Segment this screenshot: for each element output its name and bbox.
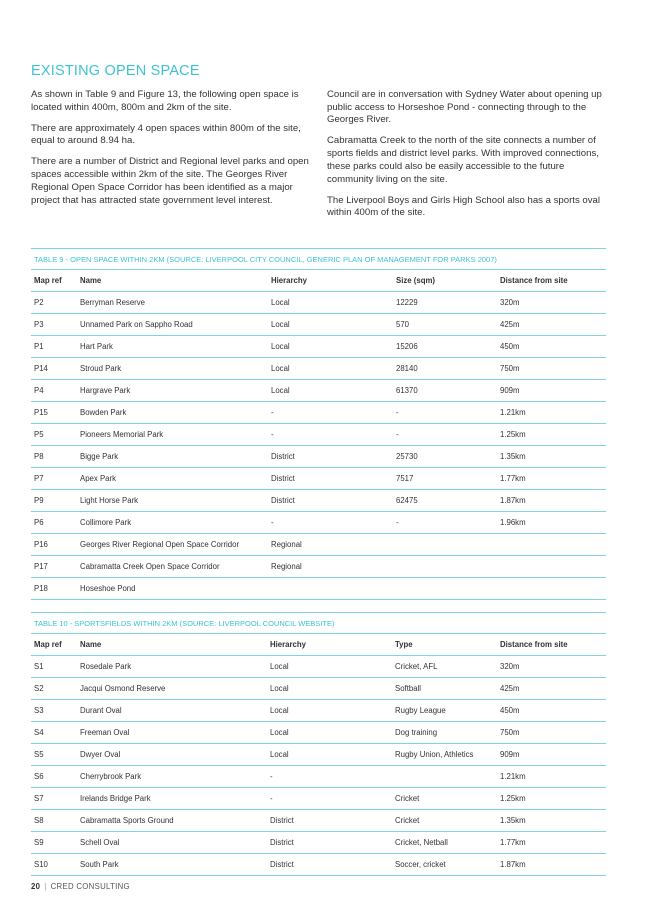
table-cell: 7517 [393, 468, 497, 490]
paragraph: There are approximately 4 open spaces within 800m of the site, equal to around 8.94 ha. [31, 122, 301, 147]
table-cell: District [267, 810, 392, 832]
table-title-row [31, 249, 606, 270]
table-cell: 1.77km [497, 832, 606, 854]
table-row [31, 402, 606, 424]
table-cell: District [268, 490, 393, 512]
table-cell: 62475 [393, 490, 497, 512]
table-cell: Collimore Park [77, 512, 268, 534]
table-cell: Rugby League [392, 700, 497, 722]
table-cell: Cricket, Netball [392, 832, 497, 854]
table-cell: P2 [31, 292, 77, 314]
table-cell: Hargrave Park [77, 380, 268, 402]
table-cell: 1.35km [497, 810, 606, 832]
table-cell: 320m [497, 656, 606, 678]
table-cell: Cabramatta Sports Ground [77, 810, 267, 832]
table-row [31, 314, 606, 336]
table-row [31, 534, 606, 556]
right-column [327, 89, 607, 228]
table-row [31, 556, 606, 578]
column-header: Distance from site [497, 270, 606, 292]
table-row [31, 832, 606, 854]
table-row [31, 854, 606, 876]
table-cell: S6 [31, 766, 77, 788]
column-header: Type [392, 634, 497, 656]
table-cell: Hoseshoe Pond [77, 578, 268, 600]
table-cell: 750m [497, 358, 606, 380]
table-cell: S10 [31, 854, 77, 876]
table-cell: 450m [497, 336, 606, 358]
table-cell: Local [267, 678, 392, 700]
table-cell: S8 [31, 810, 77, 832]
table-cell [393, 534, 497, 556]
table-cell: - [267, 788, 392, 810]
table-cell: Durant Oval [77, 700, 267, 722]
table-cell: P9 [31, 490, 77, 512]
table-cell: Freeman Oval [77, 722, 267, 744]
table-cell: P6 [31, 512, 77, 534]
table-cell: Hart Park [77, 336, 268, 358]
table-cell: 425m [497, 314, 606, 336]
table-cell: 1.21km [497, 766, 606, 788]
table-cell: District [267, 854, 392, 876]
table-cell: Jacqui Osmond Reserve [77, 678, 267, 700]
table-title: TABLE 9 - OPEN SPACE WITHIN 2KM (SOURCE: LIVERPOOL CITY COUNCIL, GENERIC PLAN OF MANAGEMENT FOR PARKS 2007) [31, 249, 606, 270]
column-header: Map ref [31, 634, 77, 656]
table-cell: P3 [31, 314, 77, 336]
table-cell: P18 [31, 578, 77, 600]
table-row [31, 788, 606, 810]
paragraph: There are a number of District and Regional level parks and open spaces accessible within 2km of the site. The Georges River Regional Open Space Corridor has been identified as a major project that has attracted state government level interest. [31, 156, 309, 206]
table-cell: S2 [31, 678, 77, 700]
table-cell: Local [267, 700, 392, 722]
table-cell: 61370 [393, 380, 497, 402]
table-cell: 320m [497, 292, 606, 314]
table-cell: Schell Oval [77, 832, 267, 854]
table-cell: Softball [392, 678, 497, 700]
table-cell [392, 766, 497, 788]
table-header-row [31, 270, 606, 292]
table-cell: - [267, 766, 392, 788]
table-cell: 1.77km [497, 468, 606, 490]
footer-label: CRED CONSULTING [50, 882, 130, 891]
table-cell: 12229 [393, 292, 497, 314]
table-cell: - [393, 402, 497, 424]
table-cell: - [393, 424, 497, 446]
table-cell [393, 578, 497, 600]
table-cell: - [393, 512, 497, 534]
section-heading: EXISTING OPEN SPACE [31, 63, 200, 79]
table-cell [268, 578, 393, 600]
table-row [31, 722, 606, 744]
table-cell: Bowden Park [77, 402, 268, 424]
table-cell: - [268, 424, 393, 446]
table-cell: Cabramatta Creek Open Space Corridor [77, 556, 268, 578]
column-header: Size (sqm) [393, 270, 497, 292]
table-cell: Soccer, cricket [392, 854, 497, 876]
column-header: Hierarchy [268, 270, 393, 292]
table-cell: Rugby Union, Athletics [392, 744, 497, 766]
table-cell: P14 [31, 358, 77, 380]
table-cell: Local [268, 292, 393, 314]
table-cell: P4 [31, 380, 77, 402]
table-row [31, 810, 606, 832]
table-cell: Local [267, 656, 392, 678]
table-row [31, 336, 606, 358]
column-header: Hierarchy [267, 634, 392, 656]
table-cell: South Park [77, 854, 267, 876]
table-cell: Dog training [392, 722, 497, 744]
table-row [31, 656, 606, 678]
table-cell: P16 [31, 534, 77, 556]
table-cell: - [268, 512, 393, 534]
table-row [31, 744, 606, 766]
table-header-row [31, 634, 606, 656]
table-cell: - [268, 402, 393, 424]
paragraph: As shown in Table 9 and Figure 13, the following open space is located within 400m, 800m and 2km of the site. [31, 89, 299, 113]
table-cell: 1.25km [497, 788, 606, 810]
table-cell: Cricket [392, 810, 497, 832]
table-cell: District [268, 446, 393, 468]
table-cell [497, 556, 606, 578]
table-cell: Georges River Regional Open Space Corridor [77, 534, 268, 556]
table-cell: District [267, 832, 392, 854]
table-cell: Local [268, 336, 393, 358]
table-cell: Irelands Bridge Park [77, 788, 267, 810]
table-title-row [31, 613, 606, 634]
table-cell: P7 [31, 468, 77, 490]
table-cell: P5 [31, 424, 77, 446]
table-cell: District [268, 468, 393, 490]
table-cell: 1.35km [497, 446, 606, 468]
left-column [31, 89, 311, 216]
table-row [31, 292, 606, 314]
table-row [31, 766, 606, 788]
table-cell: 1.87km [497, 854, 606, 876]
table-cell: S5 [31, 744, 77, 766]
table-cell: Berryman Reserve [77, 292, 268, 314]
table-cell: S1 [31, 656, 77, 678]
table-row [31, 446, 606, 468]
paragraph: Council are in conversation with Sydney Water about opening up public access to Horseshoe Pond - connecting through to the Georges River. [327, 89, 602, 126]
table-cell: 25730 [393, 446, 497, 468]
column-header: Name [77, 634, 267, 656]
page-footer [31, 882, 130, 891]
table-cell: 15206 [393, 336, 497, 358]
table-cell: Cricket [392, 788, 497, 810]
table-cell: Bigge Park [77, 446, 268, 468]
table-cell: Apex Park [77, 468, 268, 490]
table-row [31, 700, 606, 722]
table-cell: P8 [31, 446, 77, 468]
table-cell: Regional [268, 534, 393, 556]
table-title: TABLE 10 - SPORTSFIELDS WITHIN 2KM (SOURCE: LIVERPOOL COUNCIL WEBSITE) [31, 613, 606, 634]
column-header: Name [77, 270, 268, 292]
table-cell: 750m [497, 722, 606, 744]
table-cell: Cricket, AFL [392, 656, 497, 678]
table-cell: P15 [31, 402, 77, 424]
table-cell [497, 578, 606, 600]
table-cell: Stroud Park [77, 358, 268, 380]
open-space-table [31, 248, 606, 600]
table-cell: Rosedale Park [77, 656, 267, 678]
table-cell: 1.21km [497, 402, 606, 424]
table-cell: S9 [31, 832, 77, 854]
sportsfields-table [31, 612, 606, 876]
table-row [31, 358, 606, 380]
table-cell: 909m [497, 744, 606, 766]
table-cell: Dwyer Oval [77, 744, 267, 766]
table-cell: 450m [497, 700, 606, 722]
table-cell: P1 [31, 336, 77, 358]
page-number: 20 [31, 882, 41, 891]
paragraph: The Liverpool Boys and Girls High School also has a sports oval within 400m of the site. [327, 194, 601, 219]
table-cell: 425m [497, 678, 606, 700]
table-cell: P17 [31, 556, 77, 578]
table-cell: Local [267, 722, 392, 744]
table-row [31, 468, 606, 490]
table-cell: 570 [393, 314, 497, 336]
table-cell: Local [268, 358, 393, 380]
paragraph: Cabramatta Creek to the north of the site connects a number of sports fields and district level parks. With improved connections, these parks could also be easily accessible to the future community living on the site. [327, 135, 599, 185]
table-cell [497, 534, 606, 556]
footer-separator: | [44, 882, 47, 891]
table-cell: Regional [268, 556, 393, 578]
table-row [31, 512, 606, 534]
table-cell: Local [268, 380, 393, 402]
table-row [31, 380, 606, 402]
table-cell: Local [267, 744, 392, 766]
table-row [31, 578, 606, 600]
table-cell: Cherrybrook Park [77, 766, 267, 788]
table-cell: 1.87km [497, 490, 606, 512]
table-cell: 1.96km [497, 512, 606, 534]
table-cell: Local [268, 314, 393, 336]
column-header: Distance from site [497, 634, 606, 656]
table-cell: S3 [31, 700, 77, 722]
table-cell: Pioneers Memorial Park [77, 424, 268, 446]
table-cell: 909m [497, 380, 606, 402]
table-cell: S4 [31, 722, 77, 744]
table-row [31, 678, 606, 700]
table-cell: 1.25km [497, 424, 606, 446]
table-row [31, 424, 606, 446]
table-cell: 28140 [393, 358, 497, 380]
table-cell: Light Horse Park [77, 490, 268, 512]
table-cell: S7 [31, 788, 77, 810]
column-header: Map ref [31, 270, 77, 292]
table-cell: Unnamed Park on Sappho Road [77, 314, 268, 336]
table-row [31, 490, 606, 512]
table-cell [393, 556, 497, 578]
